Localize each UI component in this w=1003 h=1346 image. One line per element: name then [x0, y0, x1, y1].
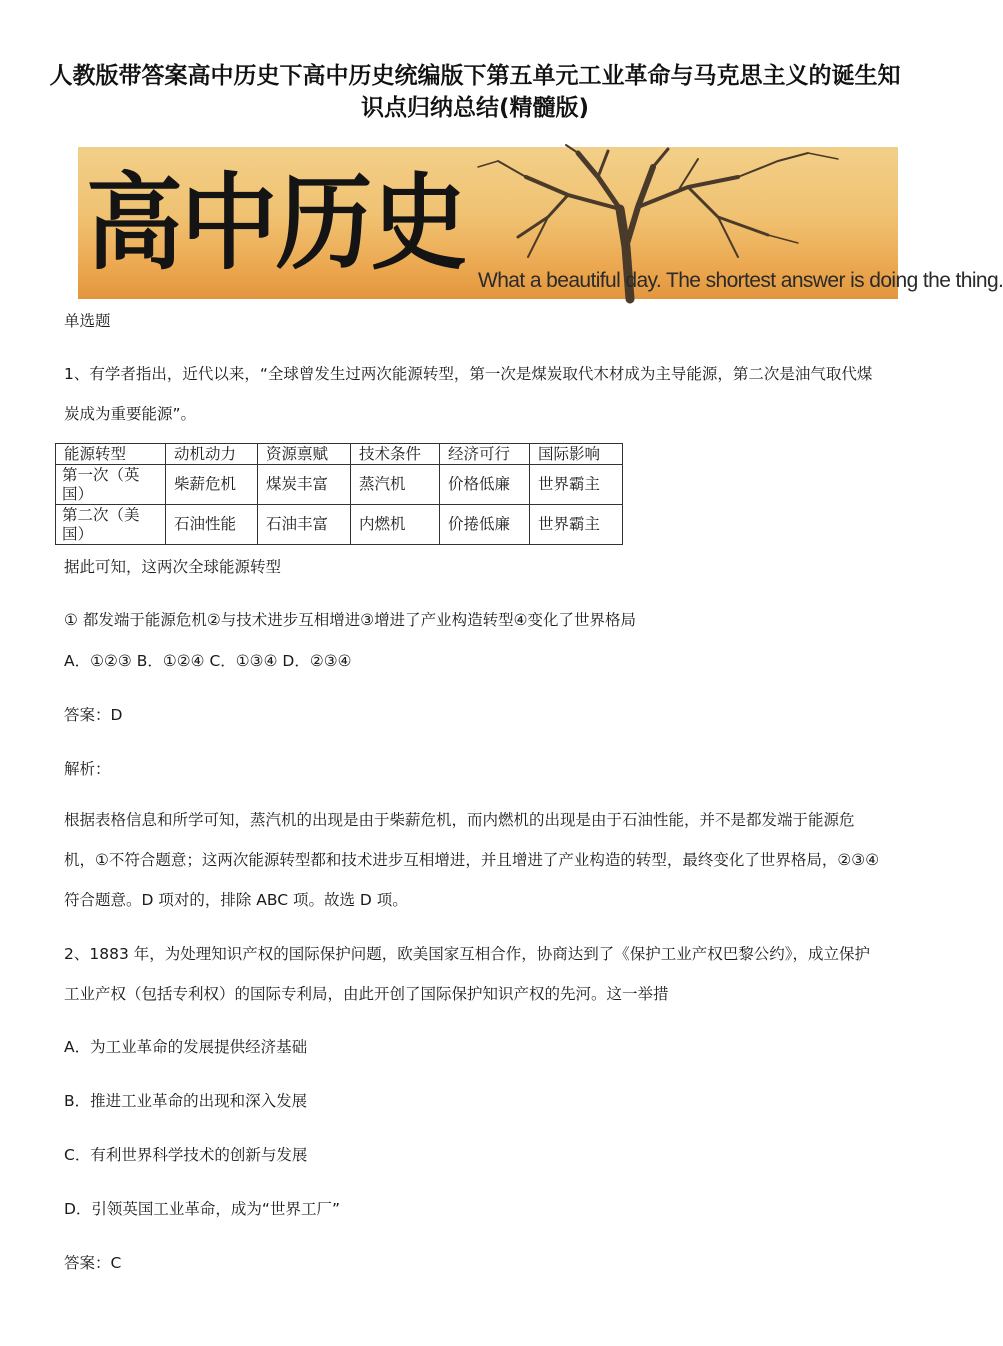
question-1-analysis-label: 解析： — [64, 760, 111, 778]
question-2-option-b: B．推进工业革命的出现和深入发展 — [64, 1092, 308, 1110]
table-row — [56, 505, 623, 545]
section-label: 单选题 — [64, 312, 111, 330]
table-cell: 第一次（英国） — [56, 465, 166, 505]
banner-heading: 高中历史 — [86, 161, 466, 284]
table-cell: 内燃机 — [351, 505, 440, 545]
table-header-cell: 经济可行 — [440, 444, 530, 465]
table-row — [56, 465, 623, 505]
table-cell: 第二次（美国） — [56, 505, 166, 545]
table-header-cell: 动机动力 — [166, 444, 258, 465]
question-2-answer: 答案：C — [64, 1254, 122, 1272]
table-header-cell: 能源转型 — [56, 444, 166, 465]
document-title: 人教版带答案高中历史下高中历史统编版下第五单元工业革命与马克思主义的诞生知识点归纳总结(精髓版) — [49, 63, 901, 121]
table-cell: 煤炭丰富 — [258, 465, 351, 505]
question-2-option-d: D．引领英国工业革命，成为“世界工厂” — [64, 1200, 340, 1218]
table-cell: 柴薪危机 — [166, 465, 258, 505]
question-1-answer: 答案：D — [64, 706, 123, 724]
table-cell: 价捲低廉 — [440, 505, 530, 545]
table-header-row — [56, 444, 623, 465]
question-1-options: A．①②③ B．①②④ C．①③④ D．②③④ — [64, 652, 352, 670]
question-2-option-c: C．有利世界科学技术的创新与发展 — [64, 1146, 308, 1164]
question-1-statements: ① 都发端于能源危机②与技术进步互相增进③增进了产业构造转型④变化了世界格局 — [64, 611, 637, 629]
banner-slogan: What a beautiful day. The shortest answer is doing the thing. — [478, 269, 1003, 292]
table-cell: 世界霸主 — [530, 505, 623, 545]
table-cell: 世界霸主 — [530, 465, 623, 505]
energy-transition-table — [55, 443, 623, 545]
table-cell: 价格低廉 — [440, 465, 530, 505]
banner-image — [78, 147, 1003, 299]
table-header-cell: 国际影响 — [530, 444, 623, 465]
question-1-analysis: 根据表格信息和所学可知，蒸汽机的出现是由于柴薪危机，而内燃机的出现是由于石油性能，并不是都发端于能源危机，①不符合题意；这两次能源转型都和技术进步互相增进，并且增进了产业构造的转型，最终变化了世界格局，②③④符合题意。D 项对的，排除 ABC 项。故选 D 项。 — [64, 811, 880, 909]
question-2-stem: 2、1883 年，为处理知识产权的国际保护问题，欧美国家互相合作，协商达到了《保护工业产权巴黎公约》，成立保护工业产权（包括专利权）的国际专利局，由此开创了国际保护知识产权的先河。这一举措 — [64, 945, 870, 1003]
question-1-prompt: 据此可知，这两次全球能源转型 — [64, 558, 282, 576]
table-header-cell: 资源禀赋 — [258, 444, 351, 465]
question-2-option-a: A．为工业革命的发展提供经济基础 — [64, 1038, 308, 1056]
table-cell: 石油性能 — [166, 505, 258, 545]
table-cell: 石油丰富 — [258, 505, 351, 545]
table-header-cell: 技术条件 — [351, 444, 440, 465]
question-1-stem: 1、有学者指出，近代以来，“全球曾发生过两次能源转型，第一次是煤炭取代木材成为主导能源，第二次是油气取代煤炭成为重要能源”。 — [64, 365, 873, 423]
table-cell: 蒸汽机 — [351, 465, 440, 505]
